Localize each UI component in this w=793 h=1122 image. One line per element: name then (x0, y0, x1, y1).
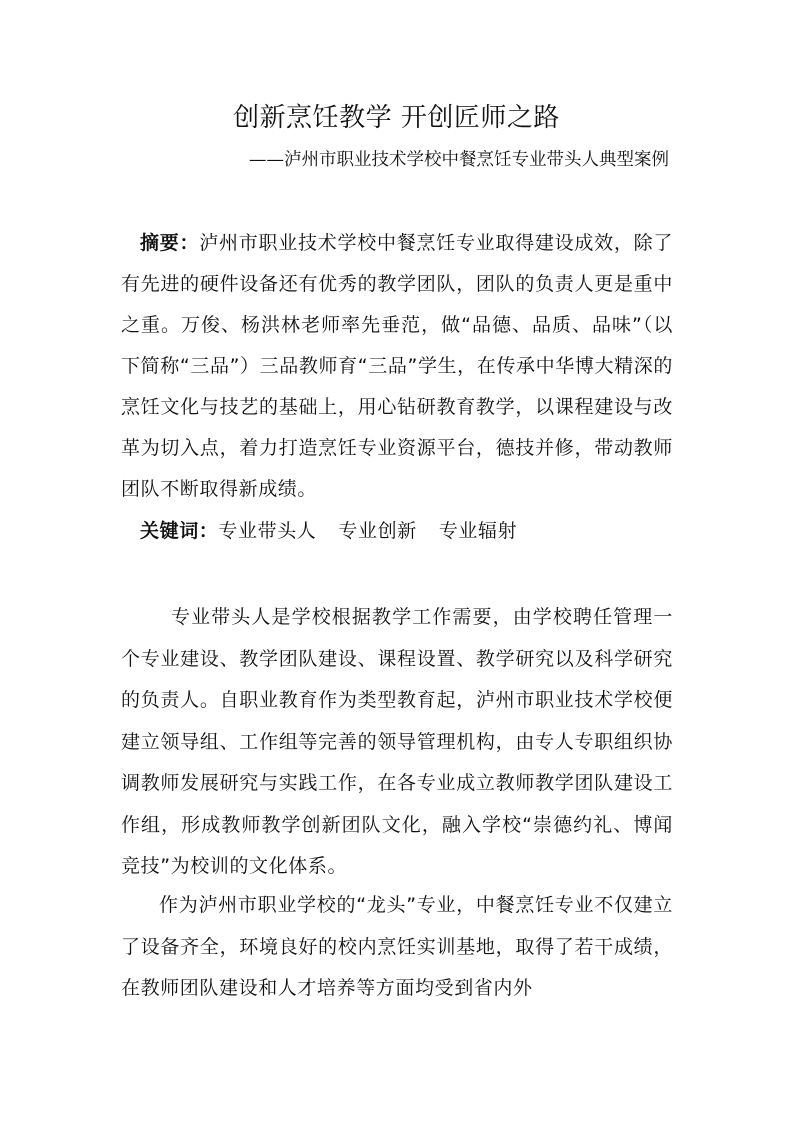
abstract-paragraph (121, 223, 673, 510)
body-paragraph: 作为泸州市职业学校的“龙头”专业，中餐烹饪专业不仅建立了设备齐全，环境良好的校内烹饪实训基地，取得了若干成绩，在教师团队建设和人才培养等方面均受到省内外 (121, 894, 673, 999)
abstract-label: 摘要： (140, 232, 200, 254)
document-subtitle: ——泸州市职业技术学校中餐烹饪专业带头人典型案例 (249, 150, 669, 170)
body-paragraph: 专业带头人是学校根据教学工作需要，由学校聘任管理一个专业建设、教学团队建设、课程设置、教学研究以及科学研究的负责人。自职业教育作为类型教育起，泸州市职业技术学校便建立领导组、工作组等完善的领导管理机构，由专人专职组织协调教师发展研究与实践工作，在各专业成立教师教学团队建设工作组，形成教师教学创新团队文化，融入学校“崇德约礼、博闻竞技”为校训的文化体系。 (121, 606, 673, 877)
keyword-item: 专业辐射 (438, 520, 518, 542)
keyword-item: 专业带头人 (218, 520, 317, 542)
keywords-line (121, 511, 673, 552)
abstract-text: 泸州市职业技术学校中餐烹饪专业取得建设成效，除了有先进的硬件设备还有优秀的教学团队，团队的负责人更是重中之重。万俊、杨洪林老师率先垂范，做“品德、品质、品味”（以下简称“三品”）三品教师育“三品”学生，在传承中华博大精深的烹饪文化与技艺的基础上，用心钻研教育教学，以课程建设与改革为切入点，着力打造烹饪专业资源平台，德技并修，带动教师团队不断取得新成绩。 (121, 232, 673, 500)
keyword-item: 专业创新 (338, 520, 417, 542)
keywords-label: 关键词： (140, 520, 219, 542)
document-title: 创新烹饪教学 开创匠师之路 (233, 103, 560, 133)
